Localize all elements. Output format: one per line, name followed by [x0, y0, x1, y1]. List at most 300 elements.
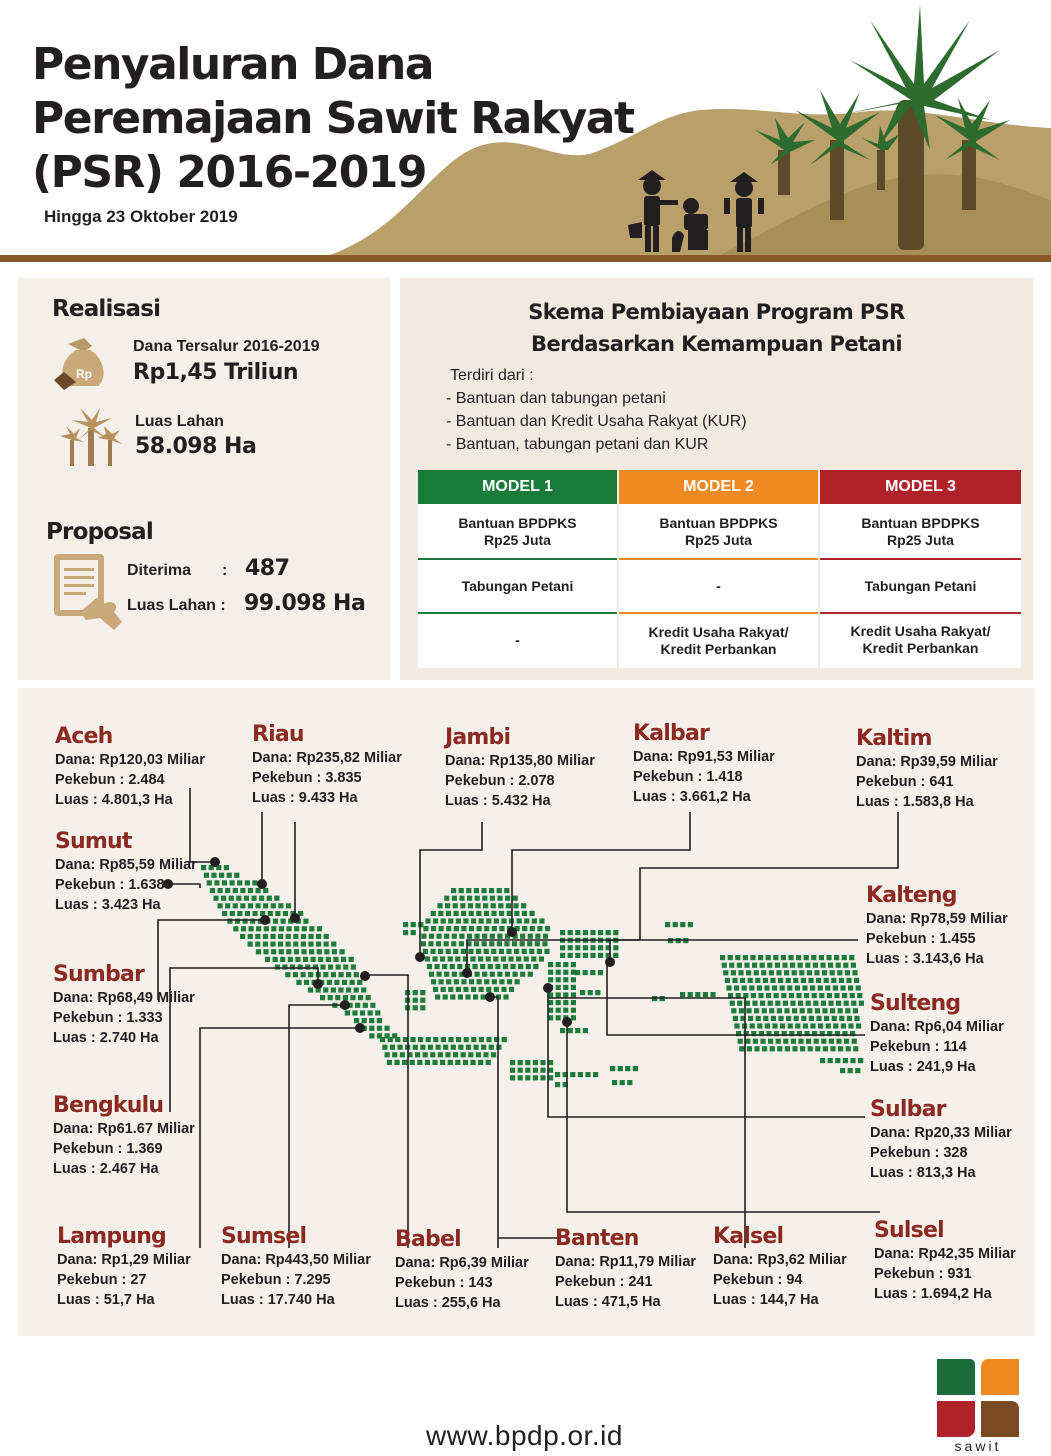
map-dot — [583, 1028, 588, 1033]
map-dot — [842, 955, 847, 960]
map-dot — [476, 911, 481, 916]
map-dot — [848, 1023, 853, 1028]
province-babel — [395, 1227, 529, 1313]
province-dana: Dana: Rp3,62 Miliar — [713, 1252, 847, 1268]
map-dot — [233, 888, 238, 893]
map-dot — [754, 1008, 759, 1013]
map-dot — [456, 987, 461, 992]
map-dot — [354, 1018, 359, 1023]
map-dot — [475, 903, 480, 908]
map-dot — [440, 956, 445, 961]
map-dot — [441, 918, 446, 923]
province-marker — [485, 992, 495, 1002]
skema-intro-label: Terdiri dari : — [450, 367, 534, 384]
map-dot — [824, 1016, 829, 1021]
dana-tersalur-label: Dana Tersalur 2016-2019 — [133, 338, 320, 355]
province-kalsel — [713, 1224, 847, 1310]
map-dot — [380, 1037, 385, 1042]
map-dot — [304, 980, 309, 985]
province-luas: Luas : 51,7 Ha — [57, 1292, 155, 1308]
map-dot — [345, 1010, 350, 1015]
province-pekebun: Pekebun : 3.835 — [252, 770, 362, 786]
map-dot — [201, 865, 206, 870]
map-dot — [490, 896, 495, 901]
map-dot — [309, 926, 314, 931]
map-dot — [533, 964, 538, 969]
map-dot — [771, 1016, 776, 1021]
map-dot — [524, 956, 529, 961]
map-dot — [479, 987, 484, 992]
map-dot — [598, 945, 603, 950]
map-dot — [808, 1046, 813, 1051]
province-name: Sumbar — [53, 962, 145, 987]
map-dot — [588, 990, 593, 995]
map-dot — [484, 911, 489, 916]
model-2-kredit: Kredit Usaha Rakyat/ Kredit Perbankan — [648, 624, 789, 657]
map-dot — [767, 963, 772, 968]
map-dot — [467, 934, 472, 939]
map-dot — [522, 949, 527, 954]
map-dot — [525, 1068, 530, 1073]
map-dot — [542, 941, 547, 946]
map-dot — [834, 955, 839, 960]
map-dot — [528, 934, 533, 939]
map-dot — [495, 964, 500, 969]
province-banten — [555, 1226, 696, 1312]
map-dot — [448, 1037, 453, 1042]
province-riau — [252, 722, 402, 808]
map-dot — [506, 903, 511, 908]
map-dot — [265, 957, 270, 962]
model-1-header: MODEL 1 — [418, 470, 617, 504]
province-sumsel — [221, 1224, 371, 1310]
province-name: Sumsel — [221, 1224, 307, 1249]
map-dot — [298, 964, 303, 969]
map-dot — [529, 911, 534, 916]
map-dot — [790, 1001, 795, 1006]
map-dot — [390, 1045, 395, 1050]
map-dot — [255, 942, 260, 947]
map-dot — [510, 1075, 515, 1080]
map-dot — [791, 1039, 796, 1044]
map-dot — [305, 964, 310, 969]
map-dot — [403, 922, 408, 927]
map-dot — [295, 957, 300, 962]
map-dot — [426, 1037, 431, 1042]
map-dot — [273, 957, 278, 962]
map-dot — [556, 1015, 561, 1020]
province-dana: Dana: Rp6,04 Miliar — [870, 1019, 1004, 1035]
map-dot — [436, 972, 441, 977]
map-dot — [571, 1015, 576, 1020]
map-dot — [465, 994, 470, 999]
map-dot — [810, 985, 815, 990]
map-dot — [525, 1075, 530, 1080]
map-dot — [777, 1008, 782, 1013]
province-sumbar — [53, 962, 195, 1048]
map-dot — [568, 953, 573, 958]
map-dot — [854, 1016, 859, 1021]
page-title — [32, 38, 633, 200]
map-dot — [335, 995, 340, 1000]
province-name: Babel — [395, 1227, 461, 1252]
map-dot — [461, 979, 466, 984]
province-name: Kaltim — [856, 726, 932, 751]
map-dot — [448, 956, 453, 961]
map-dot — [792, 1046, 797, 1051]
province-dana: Dana: Rp68,49 Miliar — [53, 990, 195, 1006]
map-dot — [252, 880, 257, 885]
map-dot — [301, 934, 306, 939]
map-dot — [468, 903, 473, 908]
province-luas: Luas : 4.801,3 Ha — [55, 792, 173, 808]
map-dot — [461, 926, 466, 931]
province-lampung — [57, 1224, 191, 1310]
map-dot — [308, 972, 313, 977]
model-2-bantuan: Bantuan BPDPKS Rp25 Juta — [659, 515, 778, 548]
province-luas: Luas : 9.433 Ha — [252, 790, 358, 806]
map-dot — [773, 955, 778, 960]
map-dot — [800, 1008, 805, 1013]
map-dot — [285, 972, 290, 977]
map-dot — [275, 964, 280, 969]
map-dot — [527, 941, 532, 946]
map-dot — [255, 888, 260, 893]
website-link[interactable]: www.bpdp.or.id — [426, 1420, 623, 1451]
map-dot — [491, 1052, 496, 1057]
skema-intro — [446, 364, 747, 456]
map-dot — [738, 1039, 743, 1044]
map-dot — [494, 918, 499, 923]
map-dot — [543, 934, 548, 939]
map-dot — [339, 949, 344, 954]
realisasi-heading: Realisasi — [52, 296, 161, 322]
map-dot — [835, 1058, 840, 1063]
map-dot — [570, 1072, 575, 1077]
map-dot — [320, 964, 325, 969]
map-dot — [524, 918, 529, 923]
map-dot — [703, 992, 708, 997]
map-dot — [425, 956, 430, 961]
map-dot — [351, 964, 356, 969]
map-dot — [431, 979, 436, 984]
province-jambi — [445, 725, 595, 811]
map-dot — [421, 941, 426, 946]
map-dot — [788, 1023, 793, 1028]
map-dot — [563, 970, 568, 975]
map-dot — [417, 1060, 422, 1065]
map-dot — [613, 930, 618, 935]
map-dot — [513, 896, 518, 901]
province-bengkulu — [53, 1093, 195, 1179]
map-dot — [799, 970, 804, 975]
map-dot — [355, 1003, 360, 1008]
map-dot — [739, 1046, 744, 1051]
map-dot — [264, 926, 269, 931]
map-dot — [377, 1026, 382, 1031]
map-dot — [786, 978, 791, 983]
map-dot — [494, 987, 499, 992]
map-dot — [453, 911, 458, 916]
map-dot — [744, 963, 749, 968]
map-dot — [774, 993, 779, 998]
province-pekebun: Pekebun : 114 — [870, 1039, 967, 1055]
map-dot — [775, 1001, 780, 1006]
map-dot — [770, 1046, 775, 1051]
map-dot — [418, 922, 423, 927]
province-marker — [313, 979, 323, 989]
map-dot — [423, 949, 428, 954]
map-dot — [522, 911, 527, 916]
map-dot — [324, 934, 329, 939]
map-dot — [625, 1066, 630, 1071]
map-dot — [762, 1008, 767, 1013]
map-dot — [237, 911, 242, 916]
map-dot — [303, 919, 308, 924]
map-dot — [461, 949, 466, 954]
map-dot — [805, 963, 810, 968]
map-dot — [471, 987, 476, 992]
map-dot — [815, 1008, 820, 1013]
province-dana: Dana: Rp135,80 Miliar — [445, 753, 595, 769]
map-dot — [431, 911, 436, 916]
map-dot — [317, 926, 322, 931]
map-dot — [826, 1023, 831, 1028]
map-dot — [470, 956, 475, 961]
map-dot — [845, 970, 850, 975]
map-dot — [497, 888, 502, 893]
map-dot — [680, 992, 685, 997]
map-dot — [764, 985, 769, 990]
map-dot — [484, 949, 489, 954]
map-dot — [248, 942, 253, 947]
connector-line — [548, 988, 865, 1117]
map-dot — [402, 1060, 407, 1065]
province-luas: Luas : 3.143,6 Ha — [866, 951, 984, 967]
map-dot — [732, 978, 737, 983]
title-line-2: Peremajaan Sawit Rakyat — [32, 93, 634, 144]
map-dot — [278, 934, 283, 939]
connector-line — [467, 812, 898, 972]
map-dot — [571, 1008, 576, 1013]
map-dot — [560, 953, 565, 958]
connector-line — [512, 812, 690, 932]
province-pekebun: Pekebun : 1.369 — [53, 1141, 163, 1157]
map-dot — [532, 918, 537, 923]
map-dot — [729, 963, 734, 968]
map-dot — [499, 926, 504, 931]
map-dot — [776, 970, 781, 975]
diterima-label: Diterima — [127, 562, 192, 579]
map-dot — [501, 918, 506, 923]
map-dot — [563, 1000, 568, 1005]
map-dot — [230, 911, 235, 916]
map-dot — [518, 1060, 523, 1065]
map-dot — [388, 1037, 393, 1042]
map-dot — [575, 953, 580, 958]
map-dot — [801, 1016, 806, 1021]
map-dot — [763, 978, 768, 983]
province-aceh — [55, 724, 205, 810]
map-dot — [474, 934, 479, 939]
map-dot — [271, 926, 276, 931]
map-dot — [501, 987, 506, 992]
map-dot — [509, 987, 514, 992]
province-sulteng — [870, 991, 1004, 1077]
map-dot — [332, 949, 337, 954]
map-dot — [769, 1008, 774, 1013]
map-dot — [214, 880, 219, 885]
map-dot — [539, 956, 544, 961]
map-dot — [828, 1001, 833, 1006]
map-dot — [819, 993, 824, 998]
map-dot — [633, 1066, 638, 1071]
province-luas: Luas : 3.423 Ha — [55, 897, 161, 913]
map-dot — [288, 957, 293, 962]
map-dot — [328, 964, 333, 969]
map-dot — [210, 888, 215, 893]
map-dot — [482, 934, 487, 939]
map-dot — [810, 1023, 815, 1028]
map-dot — [459, 896, 464, 901]
map-dot — [725, 978, 730, 983]
map-dot — [444, 972, 449, 977]
map-dot — [535, 934, 540, 939]
map-dot — [749, 985, 754, 990]
map-dot — [420, 998, 425, 1003]
province-dana: Dana: Rp443,50 Miliar — [221, 1252, 371, 1268]
map-dot — [240, 888, 245, 893]
map-dot — [783, 1001, 788, 1006]
map-dot — [263, 942, 268, 947]
map-dot — [233, 903, 238, 908]
map-dot — [473, 1045, 478, 1050]
map-dot — [255, 903, 260, 908]
map-dot — [425, 1060, 430, 1065]
map-dot — [458, 1045, 463, 1050]
map-dot — [571, 962, 576, 967]
map-dot — [428, 1045, 433, 1050]
province-dana: Dana: Rp20,33 Miliar — [870, 1125, 1012, 1141]
model-3-bantuan: Bantuan BPDPKS Rp25 Juta — [861, 515, 980, 548]
map-dot — [520, 941, 525, 946]
map-dot — [710, 992, 715, 997]
map-dot — [540, 1060, 545, 1065]
map-dot — [795, 1023, 800, 1028]
map-dot — [439, 979, 444, 984]
map-dot — [360, 1010, 365, 1015]
map-dot — [778, 1016, 783, 1021]
map-dot — [730, 1001, 735, 1006]
map-dot — [444, 941, 449, 946]
map-dot — [813, 963, 818, 968]
map-dot — [497, 896, 502, 901]
map-dot — [583, 953, 588, 958]
map-dot — [323, 972, 328, 977]
map-dot — [482, 972, 487, 977]
map-dot — [259, 896, 264, 901]
map-dot — [807, 1008, 812, 1013]
map-dot — [453, 903, 458, 908]
map-dot — [783, 1039, 788, 1044]
map-dot — [780, 1023, 785, 1028]
map-dot — [748, 978, 753, 983]
map-dot — [775, 963, 780, 968]
map-dot — [444, 896, 449, 901]
map-dot — [856, 1023, 861, 1028]
map-dot — [556, 977, 561, 982]
province-kaltim — [856, 726, 998, 812]
map-dot — [782, 963, 787, 968]
province-pekebun: Pekebun : 2.484 — [55, 772, 165, 788]
province-name: Aceh — [55, 724, 113, 749]
map-dot — [224, 865, 229, 870]
map-dot — [225, 888, 230, 893]
model-2-header: MODEL 2 — [619, 470, 818, 504]
province-name: Sulteng — [870, 991, 961, 1016]
map-dot — [751, 993, 756, 998]
map-dot — [505, 896, 510, 901]
map-dot — [777, 1046, 782, 1051]
map-dot — [798, 963, 803, 968]
document-hand-icon — [50, 552, 124, 632]
province-name: Bengkulu — [53, 1093, 164, 1118]
map-dot — [497, 972, 502, 977]
map-dot — [394, 1060, 399, 1065]
map-dot — [358, 995, 363, 1000]
map-dot — [293, 942, 298, 947]
map-dot — [760, 1039, 765, 1044]
proposal-luas-value: 99.098 Ha — [244, 591, 366, 616]
map-dot — [225, 903, 230, 908]
map-dot — [770, 978, 775, 983]
map-dot — [313, 964, 318, 969]
map-dot — [763, 1016, 768, 1021]
map-dot — [832, 1016, 837, 1021]
map-dot — [459, 888, 464, 893]
map-dot — [548, 962, 553, 967]
map-dot — [758, 955, 763, 960]
province-luas: Luas : 813,3 Ha — [870, 1165, 976, 1181]
map-dot — [369, 1026, 374, 1031]
page-subtitle: Hingga 23 Oktober 2019 — [44, 207, 238, 226]
map-dot — [568, 930, 573, 935]
map-dot — [680, 922, 685, 927]
map-dot — [283, 911, 288, 916]
province-pekebun: Pekebun : 7.295 — [221, 1272, 331, 1288]
map-dot — [504, 941, 509, 946]
map-dot — [688, 992, 693, 997]
map-dot — [410, 1060, 415, 1065]
map-dot — [334, 980, 339, 985]
map-dot — [533, 1068, 538, 1073]
map-dot — [750, 955, 755, 960]
map-dot — [755, 978, 760, 983]
map-dot — [273, 919, 278, 924]
map-dot — [385, 1052, 390, 1057]
map-dot — [490, 934, 495, 939]
map-dot — [785, 1046, 790, 1051]
map-dot — [270, 934, 275, 939]
map-dot — [590, 953, 595, 958]
map-dot — [333, 957, 338, 962]
map-dot — [455, 956, 460, 961]
dana-tersalur-value: Rp1,45 Triliun — [133, 360, 299, 385]
province-name: Banten — [555, 1226, 639, 1251]
map-dot — [806, 1039, 811, 1044]
map-dot — [324, 949, 329, 954]
map-dot — [575, 1028, 580, 1033]
